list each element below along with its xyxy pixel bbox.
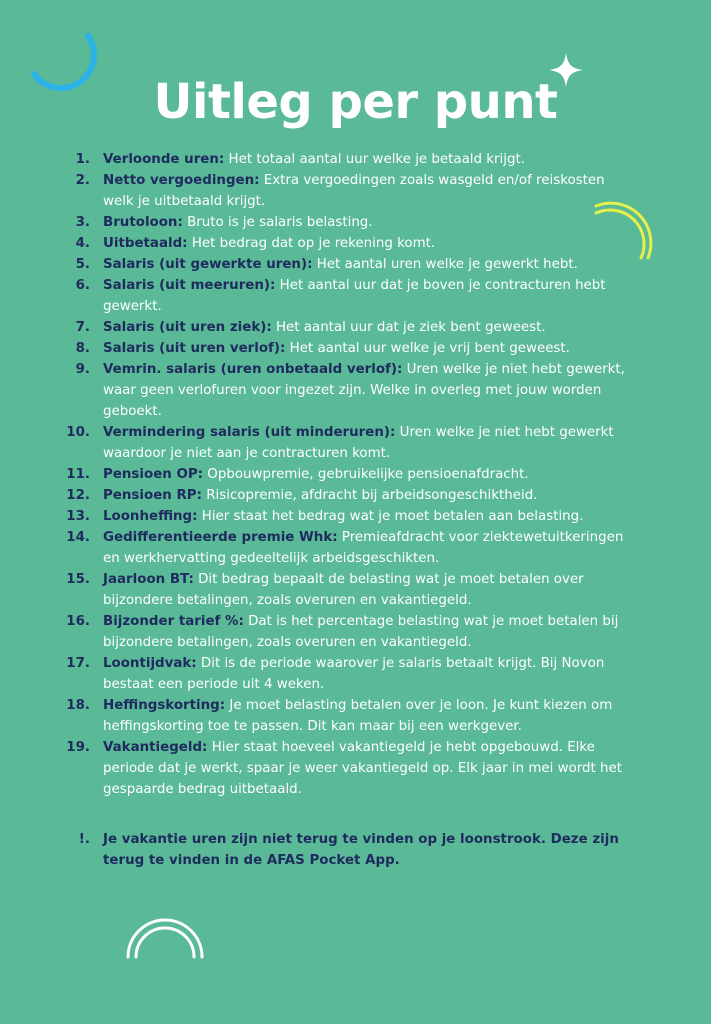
item-number: 11. — [66, 467, 90, 482]
list-item — [56, 254, 636, 275]
item-description: Uren welke je niet hebt gewerkt waardoor je niet aan je contracturen komt. — [103, 425, 614, 461]
item-body — [90, 506, 636, 527]
list-item — [56, 464, 636, 485]
item-number: 7. — [75, 320, 90, 335]
list-item — [56, 317, 636, 338]
item-term: Pensioen OP: — [103, 467, 204, 482]
item-description: Hier staat het bedrag wat je moet betalen aan belasting. — [201, 509, 584, 524]
list-item — [56, 170, 636, 212]
item-description: Hier staat hoeveel vakantiegeld je hebt opgebouwd. Elke periode dat je werkt, spaar je weer vakantiegeld op. Elk jaar in mei wordt het gespaarde bedrag uitbetaald. — [103, 740, 623, 797]
item-body — [90, 464, 636, 485]
item-body — [90, 527, 636, 569]
item-term: Loontijdvak: — [103, 656, 197, 671]
item-description: Opbouwpremie, gebruikelijke pensioenafdracht. — [207, 467, 529, 482]
item-term: Salaris (uit gewerkte uren): — [103, 257, 313, 272]
item-description: Je moet belasting betalen over je loon. Je kunt kiezen om heffingskorting toe te passen. Dit kan maar bij een werkgever. — [103, 698, 613, 734]
item-body — [90, 317, 636, 338]
list-item — [56, 359, 636, 422]
item-term: Uitbetaald: — [103, 236, 188, 251]
item-body — [90, 359, 636, 422]
item-number: 2. — [75, 173, 90, 188]
item-description: Bruto is je salaris belasting. — [187, 215, 373, 230]
list-item — [56, 653, 636, 695]
item-number: 9. — [75, 362, 90, 377]
item-description: Het aantal uur dat je ziek bent geweest. — [275, 320, 546, 335]
item-term: Verloonde uren: — [103, 152, 225, 167]
list-item — [56, 275, 636, 317]
list-item — [56, 338, 636, 359]
item-term: Loonheffing: — [103, 509, 198, 524]
item-number: 15. — [66, 572, 90, 587]
item-term: Vemrin. salaris (uren onbetaald verlof): — [103, 362, 403, 377]
list-item — [56, 422, 636, 464]
item-term: Gedifferentieerde premie Whk: — [103, 530, 338, 545]
list-item — [56, 212, 636, 233]
list-item — [56, 695, 636, 737]
list-item — [56, 527, 636, 569]
item-description: Extra vergoedingen zoals wasgeld en/of reiskosten welk je uitbetaald krijgt. — [103, 173, 605, 209]
item-number: 1. — [75, 152, 90, 167]
item-body — [90, 149, 636, 170]
item-number: 10. — [66, 425, 90, 440]
item-body — [90, 212, 636, 233]
list-item — [56, 233, 636, 254]
item-term: Jaarloon BT: — [103, 572, 194, 587]
item-number: 5. — [75, 257, 90, 272]
item-term: Bijzonder tarief %: — [103, 614, 244, 629]
item-number: 13. — [66, 509, 90, 524]
note-marker: !. — [78, 832, 90, 847]
list-item — [56, 611, 636, 653]
list-item — [56, 485, 636, 506]
item-body — [90, 485, 636, 506]
item-description: Het aantal uren welke je gewerkt hebt. — [316, 257, 578, 272]
item-number: 4. — [75, 236, 90, 251]
item-description: Het bedrag dat op je rekening komt. — [191, 236, 436, 251]
item-term: Heffingskorting: — [103, 698, 226, 713]
item-body — [90, 653, 636, 695]
item-number: 19. — [66, 740, 90, 755]
note-text: Je vakantie uren zijn niet terug te vinden op je loonstrook. Deze zijn terug te vinden in de AFAS Pocket App. — [103, 832, 619, 868]
item-number: 12. — [66, 488, 90, 503]
item-description: Dit bedrag bepaalt de belasting wat je moet betalen over bijzondere betalingen, zoals overuren en vakantiegeld. — [103, 572, 584, 608]
item-body — [90, 422, 636, 464]
item-body — [90, 737, 636, 800]
item-description: Risicopremie, afdracht bij arbeidsongeschiktheid. — [206, 488, 538, 503]
item-description: Dit is de periode waarover je salaris betaalt krijgt. Bij Novon bestaat een periode uit 4 weken. — [103, 656, 605, 692]
item-description: Het aantal uur welke je vrij bent geweest. — [289, 341, 570, 356]
list-item — [56, 149, 636, 170]
item-body — [90, 275, 636, 317]
item-description: Uren welke je niet hebt gewerkt, waar geen verlofuren voor ingezet zijn. Welke in overleg met jouw worden geboekt. — [103, 362, 625, 419]
item-body — [90, 611, 636, 653]
item-number: 3. — [75, 215, 90, 230]
item-number: 14. — [66, 530, 90, 545]
page-title: Uitleg per punt — [153, 74, 558, 130]
item-description: Het aantal uur dat je boven je contracturen hebt gewerkt. — [103, 278, 606, 314]
item-body — [90, 233, 636, 254]
item-number: 17. — [66, 656, 90, 671]
item-body — [90, 695, 636, 737]
item-description: Dat is het percentage belasting wat je moet betalen bij bijzondere betalingen, zoals overuren en vakantiegeld. — [103, 614, 619, 650]
item-term: Pensioen RP: — [103, 488, 202, 503]
item-body — [90, 338, 636, 359]
item-number: 18. — [66, 698, 90, 713]
item-number: 16. — [66, 614, 90, 629]
item-body — [90, 254, 636, 275]
item-term: Salaris (uit uren ziek): — [103, 320, 272, 335]
item-body — [90, 569, 636, 611]
item-number: 6. — [75, 278, 90, 293]
item-term: Brutoloon: — [103, 215, 183, 230]
list-item — [56, 569, 636, 611]
item-number: 8. — [75, 341, 90, 356]
explanation-list — [56, 149, 636, 800]
item-term: Vakantiegeld: — [103, 740, 208, 755]
list-item — [56, 737, 636, 800]
list-item — [56, 506, 636, 527]
item-term: Salaris (uit uren verlof): — [103, 341, 286, 356]
item-term: Netto vergoedingen: — [103, 173, 260, 188]
item-term: Salaris (uit meeruren): — [103, 278, 276, 293]
item-description: Het totaal aantal uur welke je betaald krijgt. — [228, 152, 525, 167]
note — [56, 829, 636, 871]
item-body — [90, 170, 636, 212]
item-description: Premieafdracht voor ziektewetuitkeringen en werkhervatting gedeeltelijk arbeidsgeschikten. — [103, 530, 624, 566]
white-arcs-decoration — [120, 912, 210, 962]
item-term: Vermindering salaris (uit minderuren): — [103, 425, 396, 440]
